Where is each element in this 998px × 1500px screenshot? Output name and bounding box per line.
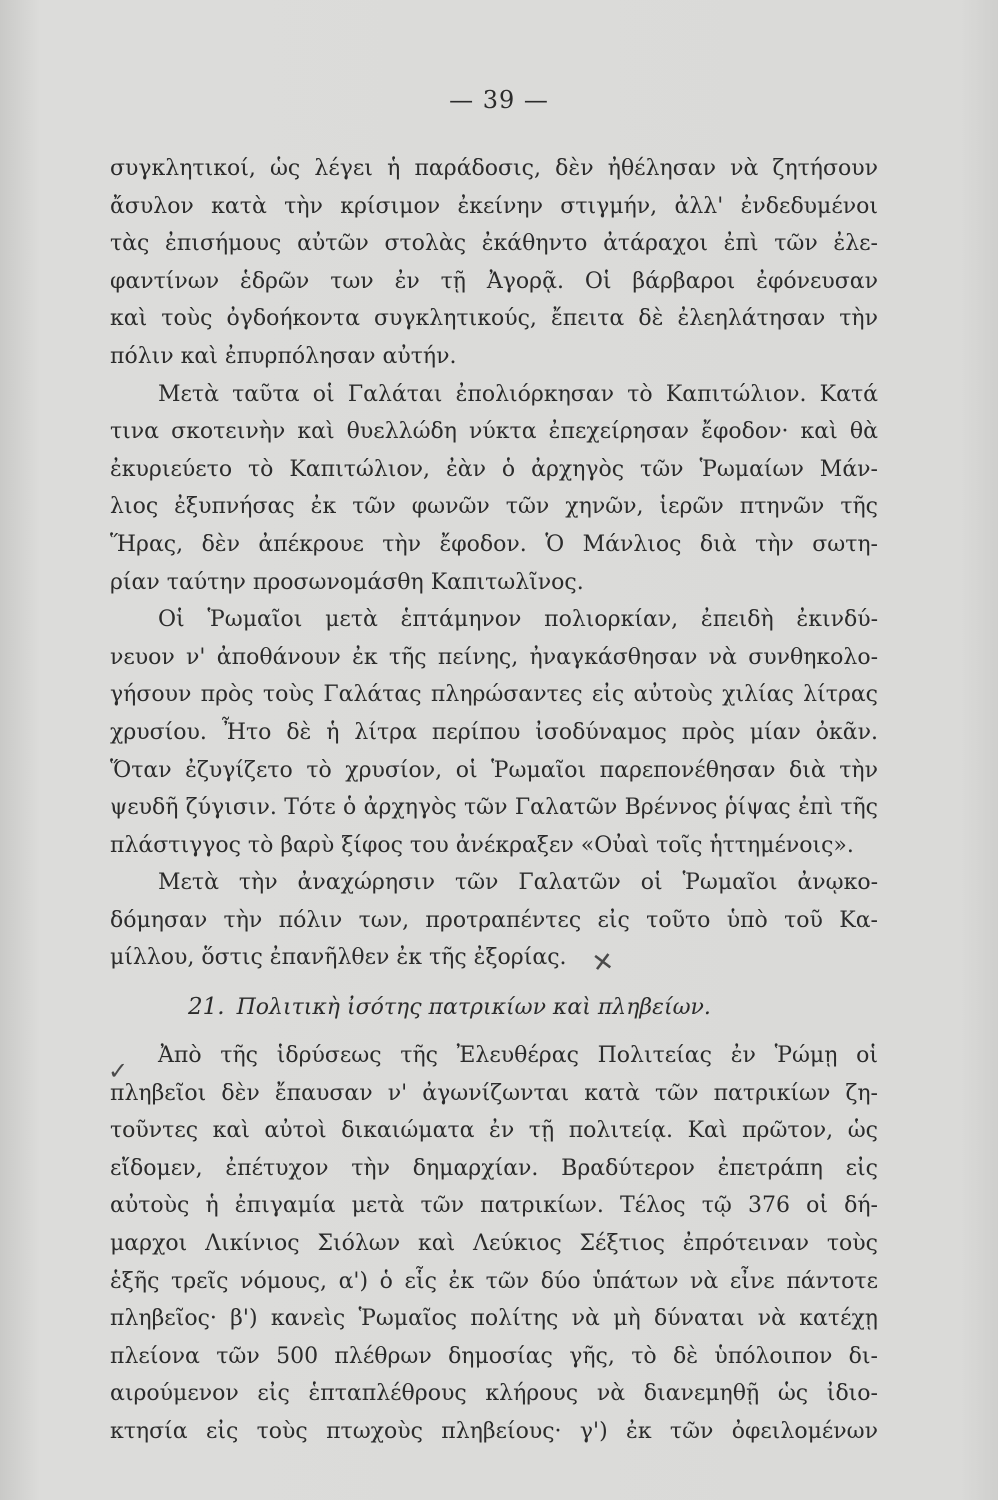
text-line: ρίαν ταύτην προσωνομάσθη Καπιτωλῖνος. bbox=[110, 569, 584, 595]
text-line: πληβεῖος· β') κανεὶς Ῥωμαῖος πολίτης νὰ μὴ δύναται νὰ κατέχῃ bbox=[110, 1306, 878, 1332]
text-line: λιος ἐξυπνήσας ἐκ τῶν φωνῶν τῶν χηνῶν, ἱερῶν πτηνῶν τῆς bbox=[110, 494, 878, 520]
text-line: τοῦντες καὶ αὐτοὶ δικαιώματα ἐν τῇ πολιτείᾳ. Καὶ πρῶτον, ὡς bbox=[110, 1118, 878, 1144]
text-line: νευον ν' ἀποθάνουν ἐκ τῆς πείνης, ἠναγκάσθησαν νὰ συνθηκολο- bbox=[110, 644, 878, 670]
pencil-check-mark-icon: ✓ bbox=[108, 1057, 129, 1085]
section-number: 21. bbox=[188, 994, 225, 1021]
paragraph-rebuilding bbox=[110, 864, 878, 977]
text-line: Ἀπὸ τῆς ἱδρύσεως τῆς Ἐλευθέρας Πολιτείας ἐν Ῥώμῃ οἱ bbox=[158, 1043, 878, 1069]
pencil-cross-mark-icon: ✕ bbox=[590, 946, 616, 980]
text-line: ἑξῆς τρεῖς νόμους, α') ὁ εἷς ἐκ τῶν δύο ὑπάτων νὰ εἶνε πάντοτε bbox=[110, 1268, 878, 1294]
text-line: γήσουν πρὸς τοὺς Γαλάτας πληρώσαντες εἰς αὐτοὺς χιλίας λίτρας bbox=[110, 682, 878, 708]
text-line: χρυσίου. Ἦτο δὲ ἡ λίτρα περίπου ἰσοδύναμος πρὸς μίαν ὀκᾶν. bbox=[110, 719, 878, 745]
text-line: Ὅταν ἐζυγίζετο τὸ χρυσίον, οἱ Ῥωμαῖοι παρεπονέθησαν διὰ τὴν bbox=[110, 757, 878, 783]
section-heading bbox=[110, 985, 878, 1029]
text-line: δόμησαν τὴν πόλιν των, προτραπέντες εἰς τοῦτο ὑπὸ τοῦ Κα- bbox=[110, 907, 878, 933]
text-line: μαρχοι Λικίνιος Σιόλων καὶ Λεύκιος Σέξτιος ἐπρότειναν τοὺς bbox=[110, 1231, 878, 1257]
section-title: Πολιτικὴ ἰσότης πατρικίων καὶ πληβείων. bbox=[236, 995, 711, 1021]
text-line: πλείονα τῶν 500 πλέθρων δημοσίας γῆς, τὸ δὲ ὑπόλοιπον δι- bbox=[110, 1343, 878, 1369]
text-line: εἴδομεν, ἐπέτυχον τὴν δημαρχίαν. Βραδύτερον ἐπετράπη εἰς bbox=[110, 1155, 878, 1181]
paragraph-plebeians bbox=[110, 1037, 878, 1451]
paragraph-ransom bbox=[110, 601, 878, 864]
text-line: αιρούμενον εἰς ἑπταπλέθρους κλήρους νὰ διανεμηθῇ ὡς ἰδιο- bbox=[110, 1381, 878, 1407]
text-line: πόλιν καὶ ἐπυρπόλησαν αὐτήν. bbox=[110, 343, 457, 369]
text-line: τὰς ἐπισήμους αὐτῶν στολὰς ἐκάθηντο ἀτάραχοι ἐπὶ τῶν ἐλε- bbox=[110, 231, 878, 257]
body-text bbox=[110, 150, 878, 1451]
text-line: αὐτοὺς ἡ ἐπιγαμία μετὰ τῶν πατρικίων. Τέλος τῷ 376 οἱ δή- bbox=[110, 1193, 878, 1219]
text-line: πλάστιγγος τὸ βαρὺ ξίφος του ἀνέκραξεν «Οὐαὶ τοῖς ἡττημένοις». bbox=[110, 832, 854, 858]
paragraph-senators bbox=[110, 150, 878, 376]
page-number: — 39 — bbox=[449, 86, 549, 114]
text-line: Οἱ Ῥωμαῖοι μετὰ ἑπτάμηνον πολιορκίαν, ἐπειδὴ ἐκινδύ- bbox=[158, 607, 878, 633]
text-line: τινα σκοτεινὴν καὶ θυελλώδη νύκτα ἐπεχείρησαν ἔφοδον· καὶ θὰ bbox=[110, 419, 878, 445]
text-line: φαντίνων ἑδρῶν των ἐν τῇ Ἀγορᾷ. Οἱ βάρβαροι ἐφόνευσαν bbox=[110, 268, 878, 294]
text-line: Μετὰ τὴν ἀναχώρησιν τῶν Γαλατῶν οἱ Ῥωμαῖοι ἀνῳκο- bbox=[158, 870, 878, 896]
text-line: ἐκυριεύετο τὸ Καπιτώλιον, ἐὰν ὁ ἀρχηγὸς τῶν Ῥωμαίων Μάν- bbox=[110, 456, 878, 482]
text-line: συγκλητικοί, ὡς λέγει ἡ παράδοσις, δὲν ἠθέλησαν νὰ ζητήσουν bbox=[110, 156, 878, 181]
text-line: ἄσυλον κατὰ τὴν κρίσιμον ἐκείνην στιγμήν, ἀλλ' ἐνδεδυμένοι bbox=[110, 193, 878, 219]
text-line: καὶ τοὺς ὀγδοήκοντα συγκλητικούς, ἔπειτα δὲ ἐλεηλάτησαν τὴν bbox=[110, 306, 878, 332]
text-line: Μετὰ ταῦτα οἱ Γαλάται ἐπολιόρκησαν τὸ Καπιτώλιον. Κατά bbox=[158, 381, 878, 407]
text-line: πληβεῖοι δὲν ἔπαυσαν ν' ἀγωνίζωνται κατὰ τῶν πατρικίων ζη- bbox=[110, 1080, 878, 1106]
text-line: Ἥρας, δὲν ἀπέκρουε τὴν ἔφοδον. Ὁ Μάνλιος διὰ τὴν σωτη- bbox=[110, 531, 878, 557]
text-line: μίλλου, ὅστις ἐπανῆλθεν ἐκ τῆς ἐξορίας. bbox=[110, 945, 567, 971]
text-line: ψευδῆ ζύγισιν. Τότε ὁ ἀρχηγὸς τῶν Γαλατῶν Βρέννος ῥίψας ἐπὶ τῆς bbox=[110, 795, 878, 821]
paragraph-capitol-siege bbox=[110, 376, 878, 602]
text-line: κτησία εἰς τοὺς πτωχοὺς πληβείους· γ') ἐκ τῶν ὀφειλομένων bbox=[110, 1419, 878, 1444]
